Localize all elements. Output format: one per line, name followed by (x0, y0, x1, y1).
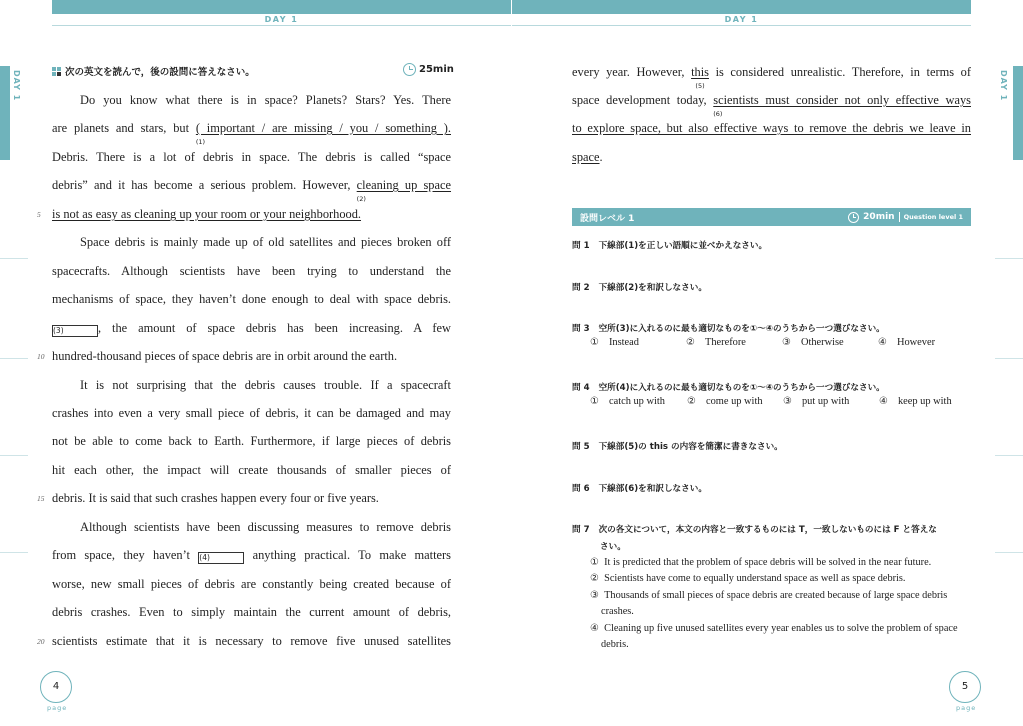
statement: ② Scientists have come to equally understand space as well as space debris. (590, 573, 906, 584)
line-number: 20 (37, 637, 45, 646)
statement: ④ Cleaning up five unused satellites every year enables us to solve the problem of space debris. (590, 623, 958, 650)
passage-line: (3) , the amount of space debris has been increasing. A few (53, 321, 451, 335)
instruction (52, 64, 255, 78)
marker-2: (2) (356, 195, 366, 203)
passage-line: every year. However, this (5) is considered unrealistic. Therefore, in terms of (572, 64, 971, 80)
passage-line: to explore space, but also effective ways to remove the debris we leave in (572, 121, 971, 135)
passage-line: worse, new small pieces of debris are constantly being created because of (52, 577, 451, 591)
blank-4: (4) (198, 552, 244, 564)
underline-1: ( important / are missing / you / something ). (1) (196, 121, 451, 135)
top-bar-right (512, 0, 971, 14)
option: ① catch up with (590, 396, 665, 407)
statement: ③ Thousands of small pieces of space debris are created because of large space debris crashes. (590, 590, 948, 617)
page-label-left: page (47, 704, 68, 712)
option: ③ put up with (783, 396, 850, 407)
question-1: 問 1 下線部(1)を正しい語順に並べかえなさい。 (572, 241, 768, 251)
option: ④ keep up with (879, 396, 952, 407)
passage-line: Space debris is mainly made up of old satellites and pieces broken off (80, 235, 451, 249)
side-tab-label-left: DAY 1 (12, 70, 21, 102)
side-tick (0, 258, 28, 259)
option: ② come up with (687, 396, 763, 407)
timer-text: 25min (419, 64, 454, 75)
passage-line: is not as easy as cleaning up your room or your neighborhood. (52, 207, 362, 221)
passage-line: hundred-thousand pieces of space debris are in orbit around the earth. (52, 349, 398, 363)
side-tab-label-right: DAY 1 (999, 70, 1008, 102)
option: ③ Otherwise (782, 337, 844, 348)
day-header-left: DAY 1 (52, 14, 511, 26)
line-number: 5 (37, 210, 41, 219)
marker-1: (1) (195, 138, 206, 146)
passage-line: scientists estimate that it is necessary to remove five unused satellites (52, 634, 451, 648)
passage-line: crashes into even a very small piece of debris, it can be damaged and may (52, 406, 451, 420)
question-timer: 20min (863, 212, 895, 222)
line-number: 15 (37, 494, 45, 503)
side-tab-left (0, 66, 10, 160)
top-bar-left (52, 0, 511, 14)
passage-line: space development today, (6) scientists must consider not only effective ways (572, 92, 971, 108)
question-level-bar (572, 208, 971, 226)
passage-line: debris” and it has become a serious problem. However, cleaning up space (2) (52, 177, 451, 193)
passage-line: Debris. There is a lot of debris in space. The debris is called “space (52, 150, 451, 164)
underline-2: cleaning up space (2) (357, 178, 451, 192)
page-number-right: 5 (949, 671, 981, 703)
passage-line: Although scientists have been discussing measures to remove debris (80, 520, 451, 534)
passage-line: are planets and stars, but ( important / are missing / you / something ). (1) (52, 120, 451, 136)
passage-line: hit each other, the impact will create thousands of smaller pieces of (52, 463, 451, 477)
question-2: 問 2 下線部(2)を和訳しなさい。 (572, 283, 707, 293)
passage-line: debris. It is said that such crashes happen every four or five years. (52, 491, 379, 505)
passage-line: mechanisms of space, they haven’t done enough to deal with space debris. (52, 292, 451, 306)
side-tick (995, 358, 1023, 359)
marker-5: (5) (695, 82, 705, 90)
option: ④ However (878, 337, 936, 348)
side-tick (0, 552, 28, 553)
passage-line: not be able to come back to Earth. Furthermore, if large pieces of debris (52, 434, 451, 448)
question-3-options (590, 337, 935, 348)
question-4-options (590, 396, 952, 407)
side-tick (995, 552, 1023, 553)
line-number: 10 (37, 352, 45, 361)
question-3: 問 3 空所(3)に入れるのに最も適切なものを①〜④のうちから一つ選びなさい。 (572, 324, 885, 334)
question-7: 問 7 次の各文について，本文の内容と一致するものには T，一致しないものには F と答えな (572, 525, 937, 535)
option: ② Therefore (686, 337, 746, 348)
marker-6: (6) (713, 110, 723, 118)
side-tick (995, 455, 1023, 456)
passage-line: debris crashes. Even to simply maintain the current amount of debris, (52, 605, 451, 619)
passage-line: It is not surprising that the debris causes trouble. If a spacecraft (80, 378, 451, 392)
blank-3: (3) (52, 325, 98, 337)
question-level-title: 設問レベル 1 (580, 213, 635, 224)
day-header-right: DAY 1 (512, 14, 971, 26)
passage-line: spacecrafts. Although scientists have been trying to understand the (52, 264, 451, 278)
question-6: 問 6 下線部(6)を和訳しなさい。 (572, 484, 707, 494)
instruction-text: 次の英文を読んで，後の設問に答えなさい。 (65, 67, 255, 78)
question-7-cont: さい。 (600, 542, 626, 552)
side-tick (995, 258, 1023, 259)
question-5: 問 5 下線部(5)の this の内容を簡潔に書きなさい。 (572, 442, 783, 452)
passage-line: Do you know what there is in space? Planets? Stars? Yes. There (80, 93, 451, 107)
passage-line: from space, they haven’t (4) anything practical. To make matters (52, 548, 451, 562)
side-tick (0, 358, 28, 359)
option: ① Instead (590, 337, 639, 348)
clock-icon (403, 63, 416, 76)
page-label-right: page (956, 704, 977, 712)
page-number-left: 4 (40, 671, 72, 703)
statement: ① It is predicted that the problem of space debris will be solved in the near future. (590, 557, 932, 568)
reading-timer (403, 63, 454, 76)
side-tab-right (1013, 66, 1023, 160)
clock-icon (848, 212, 859, 223)
underline-5: this (5) (691, 65, 709, 79)
underline-6: (6) scientists must consider not only effective ways (713, 93, 971, 107)
side-tick (0, 455, 28, 456)
question-4: 問 4 空所(4)に入れるのに最も適切なものを①〜④のうちから一つ選びなさい。 (572, 383, 885, 393)
square-bullet-icon (52, 67, 61, 76)
divider (899, 212, 900, 222)
passage-line: space. (572, 150, 603, 164)
question-level-label: Question level 1 (903, 213, 963, 221)
